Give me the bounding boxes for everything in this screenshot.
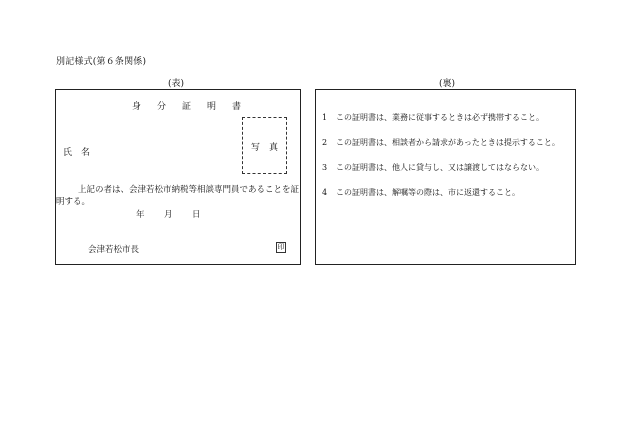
note-number: 1 — [322, 113, 328, 122]
certification-statement: 上記の者は、会津若松市納税等相談専門員であることを証明する。 — [56, 185, 300, 207]
month-label: 月 — [164, 210, 173, 220]
name-label: 氏 名 — [63, 148, 91, 158]
back-side-label: (裏) — [439, 79, 456, 89]
form-label: 別記様式(第６条関係) — [56, 57, 147, 67]
title-char: 身 — [131, 102, 141, 112]
front-side-label: (表) — [168, 79, 185, 89]
issuer-name: 会津若松市長 — [88, 245, 140, 255]
card-title — [124, 99, 249, 112]
title-char: 書 — [231, 102, 241, 112]
note-text: この証明書は、相談者から請求があったときは提示すること。 — [336, 138, 560, 147]
year-label: 年 — [136, 210, 145, 220]
note-item — [322, 137, 560, 148]
id-card-front — [55, 89, 301, 265]
day-label: 日 — [192, 210, 201, 220]
note-number: 2 — [322, 138, 328, 147]
title-char: 分 — [156, 102, 166, 112]
note-text: この証明書は、他人に貸与し、又は譲渡してはならない。 — [336, 163, 544, 172]
note-text: この証明書は、解嘱等の際は、市に返還すること。 — [336, 188, 520, 197]
photo-label: 写 真 — [250, 143, 278, 153]
title-char: 証 — [181, 102, 191, 112]
seal-mark: 印 — [277, 243, 285, 251]
title-char: 明 — [206, 102, 216, 112]
note-number: 3 — [322, 163, 328, 172]
note-item — [322, 162, 544, 173]
note-item — [322, 112, 544, 123]
note-number: 4 — [322, 188, 328, 197]
note-text: この証明書は、業務に従事するときは必ず携帯すること。 — [336, 113, 544, 122]
photo-box — [242, 117, 287, 174]
id-card-back — [315, 89, 576, 265]
note-item — [322, 187, 520, 198]
issue-date — [136, 208, 220, 220]
